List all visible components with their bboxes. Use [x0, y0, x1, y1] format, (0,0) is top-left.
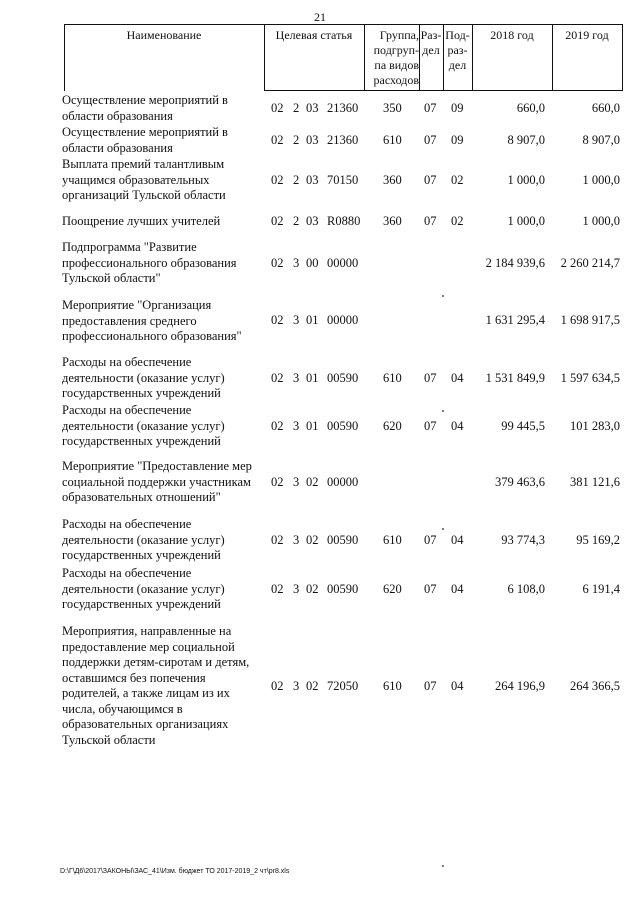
row-name: Расходы на обеспечение деятельности (оказание услуг) государственных учреждений	[62, 403, 225, 448]
cell-code-2: 3	[293, 679, 300, 693]
cell-code-1: 02	[271, 101, 284, 115]
row-name: Расходы на обеспечение деятельности (оказание услуг) государственных учреждений	[62, 566, 225, 611]
cell-2019: 1 000,0	[582, 173, 620, 187]
cell-subsection: 04	[451, 679, 464, 693]
cell-code-4: 00590	[327, 582, 359, 596]
cell-section: 07	[424, 371, 437, 385]
header-divider	[64, 24, 65, 91]
cell-code-3: 02	[306, 533, 319, 547]
row-name: Осуществление мероприятий в области образования	[62, 125, 228, 155]
cell-group: 610	[383, 371, 402, 385]
cell-code-1: 02	[271, 133, 284, 147]
header-section: Раз- дел	[420, 28, 442, 57]
cell-2018: 99 445,5	[501, 419, 545, 433]
cell-code-3: 01	[306, 419, 319, 433]
header-target: Целевая статья	[275, 28, 353, 42]
cell-code-2: 3	[293, 475, 300, 489]
cell-code-3: 00	[306, 256, 319, 270]
cell-2018: 1 000,0	[507, 173, 545, 187]
cell-subsection: 04	[451, 582, 464, 596]
header-2018: 2018 год	[490, 28, 534, 42]
cell-code-1: 02	[271, 533, 284, 547]
cell-code-1: 02	[271, 419, 284, 433]
header-divider	[472, 24, 473, 91]
row-name: Расходы на обеспечение деятельности (оказание услуг) государственных учреждений	[62, 517, 225, 562]
scan-speck	[442, 295, 444, 297]
page-number: 21	[314, 10, 326, 24]
cell-subsection: 04	[451, 533, 464, 547]
cell-code-4: 21360	[327, 101, 359, 115]
cell-code-1: 02	[271, 173, 284, 187]
cell-code-2: 3	[293, 419, 300, 433]
scan-speck	[442, 410, 444, 412]
cell-code-1: 02	[271, 214, 284, 228]
cell-code-4: 00000	[327, 313, 359, 327]
cell-code-1: 02	[271, 256, 284, 270]
header-divider	[419, 24, 420, 91]
cell-2018: 660,0	[516, 101, 545, 115]
cell-code-1: 02	[271, 582, 284, 596]
cell-code-1: 02	[271, 679, 284, 693]
cell-section: 07	[424, 679, 437, 693]
cell-code-3: 03	[306, 214, 319, 228]
header-divider	[552, 24, 553, 91]
cell-2018: 8 907,0	[507, 133, 545, 147]
header-top-border	[64, 24, 622, 25]
cell-section: 07	[424, 133, 437, 147]
cell-code-2: 2	[293, 173, 300, 187]
cell-2019: 95 169,2	[576, 533, 620, 547]
cell-2018: 379 463,6	[495, 475, 545, 489]
cell-code-4: 21360	[327, 133, 359, 147]
header-divider	[443, 24, 444, 91]
cell-2019: 1 597 634,5	[560, 371, 620, 385]
cell-code-3: 02	[306, 679, 319, 693]
header-divider	[264, 24, 265, 91]
cell-group: 620	[383, 582, 402, 596]
cell-subsection: 09	[451, 101, 464, 115]
cell-subsection: 02	[451, 173, 464, 187]
cell-code-3: 02	[306, 475, 319, 489]
cell-group: 610	[383, 533, 402, 547]
cell-section: 07	[424, 533, 437, 547]
cell-code-2: 2	[293, 214, 300, 228]
cell-code-2: 3	[293, 371, 300, 385]
cell-code-3: 03	[306, 133, 319, 147]
row-name: Мероприятие "Организация предоставления среднего профессионального образования"	[62, 298, 242, 343]
cell-2019: 101 283,0	[570, 419, 620, 433]
cell-2019: 660,0	[591, 101, 620, 115]
row-name: Подпрограмма "Развитие профессионального образования Тульской области"	[62, 240, 237, 285]
cell-code-4: 00590	[327, 371, 359, 385]
header-2019: 2019 год	[565, 28, 609, 42]
cell-group: 620	[383, 419, 402, 433]
cell-2018: 264 196,9	[495, 679, 545, 693]
cell-subsection: 02	[451, 214, 464, 228]
cell-code-2: 2	[293, 101, 300, 115]
cell-section: 07	[424, 582, 437, 596]
cell-code-4: R0880	[327, 214, 361, 228]
cell-code-1: 02	[271, 371, 284, 385]
header-divider	[622, 24, 623, 91]
cell-2019: 1 000,0	[582, 214, 620, 228]
cell-2019: 1 698 917,5	[560, 313, 620, 327]
cell-section: 07	[424, 419, 437, 433]
cell-subsection: 04	[451, 419, 464, 433]
cell-code-4: 00000	[327, 256, 359, 270]
cell-code-4: 70150	[327, 173, 359, 187]
cell-code-3: 02	[306, 582, 319, 596]
cell-code-4: 00000	[327, 475, 359, 489]
cell-group: 360	[383, 214, 402, 228]
header-name: Наименование	[126, 28, 202, 42]
header-divider	[364, 24, 365, 91]
row-name: Выплата премий талантливым учащимся образовательных организаций Тульской области	[62, 157, 226, 202]
cell-code-1: 02	[271, 313, 284, 327]
cell-2018: 2 184 939,6	[485, 256, 545, 270]
cell-code-2: 3	[293, 313, 300, 327]
cell-2019: 2 260 214,7	[560, 256, 620, 270]
cell-subsection: 04	[451, 371, 464, 385]
cell-code-1: 02	[271, 475, 284, 489]
header-group: Группа, подгруп- па видов расходов	[373, 28, 419, 87]
cell-section: 07	[424, 101, 437, 115]
scan-speck	[442, 528, 444, 530]
cell-subsection: 09	[451, 133, 464, 147]
file-path-footer: D:\Г\Д6\2017\ЗАКОНЫ\ЗАС_41\Изм. бюджет ТО 2017-2019_2 чт\pr8.xls	[60, 868, 290, 875]
row-name: Мероприятие "Предоставление мер социальной поддержки участникам образовательных отношений"	[62, 459, 252, 504]
cell-2018: 1 631 295,4	[485, 313, 545, 327]
cell-section: 07	[424, 173, 437, 187]
cell-group: 610	[383, 679, 402, 693]
row-name: Расходы на обеспечение деятельности (оказание услуг) государственных учреждений	[62, 355, 225, 400]
cell-code-3: 03	[306, 173, 319, 187]
cell-code-3: 03	[306, 101, 319, 115]
cell-code-4: 72050	[327, 679, 359, 693]
cell-2019: 381 121,6	[570, 475, 620, 489]
row-name: Поощрение лучших учителей	[62, 214, 221, 228]
cell-code-4: 00590	[327, 533, 359, 547]
cell-2018: 1 531 849,9	[485, 371, 545, 385]
cell-section: 07	[424, 214, 437, 228]
cell-code-2: 2	[293, 133, 300, 147]
cell-code-2: 3	[293, 582, 300, 596]
cell-code-3: 01	[306, 371, 319, 385]
cell-code-2: 3	[293, 256, 300, 270]
cell-2019: 264 366,5	[570, 679, 620, 693]
cell-2018: 6 108,0	[507, 582, 545, 596]
cell-code-4: 00590	[327, 419, 359, 433]
cell-code-3: 01	[306, 313, 319, 327]
cell-group: 360	[383, 173, 402, 187]
cell-2018: 93 774,3	[501, 533, 545, 547]
scan-speck	[442, 865, 444, 867]
row-name: Мероприятия, направленные на предоставление мер социальной поддержки детям-сиротам и детям, оставшимся без попечения родителей, а также лицам из их числа, обучающимся в образовательных организациях Тульской области	[62, 624, 250, 747]
cell-code-2: 3	[293, 533, 300, 547]
cell-group: 350	[383, 101, 402, 115]
cell-2018: 1 000,0	[507, 214, 545, 228]
cell-group: 610	[383, 133, 402, 147]
cell-2019: 6 191,4	[582, 582, 620, 596]
cell-2019: 8 907,0	[582, 133, 620, 147]
header-subsection: Под- раз- дел	[445, 28, 470, 72]
row-name: Осуществление мероприятий в области образования	[62, 93, 228, 123]
